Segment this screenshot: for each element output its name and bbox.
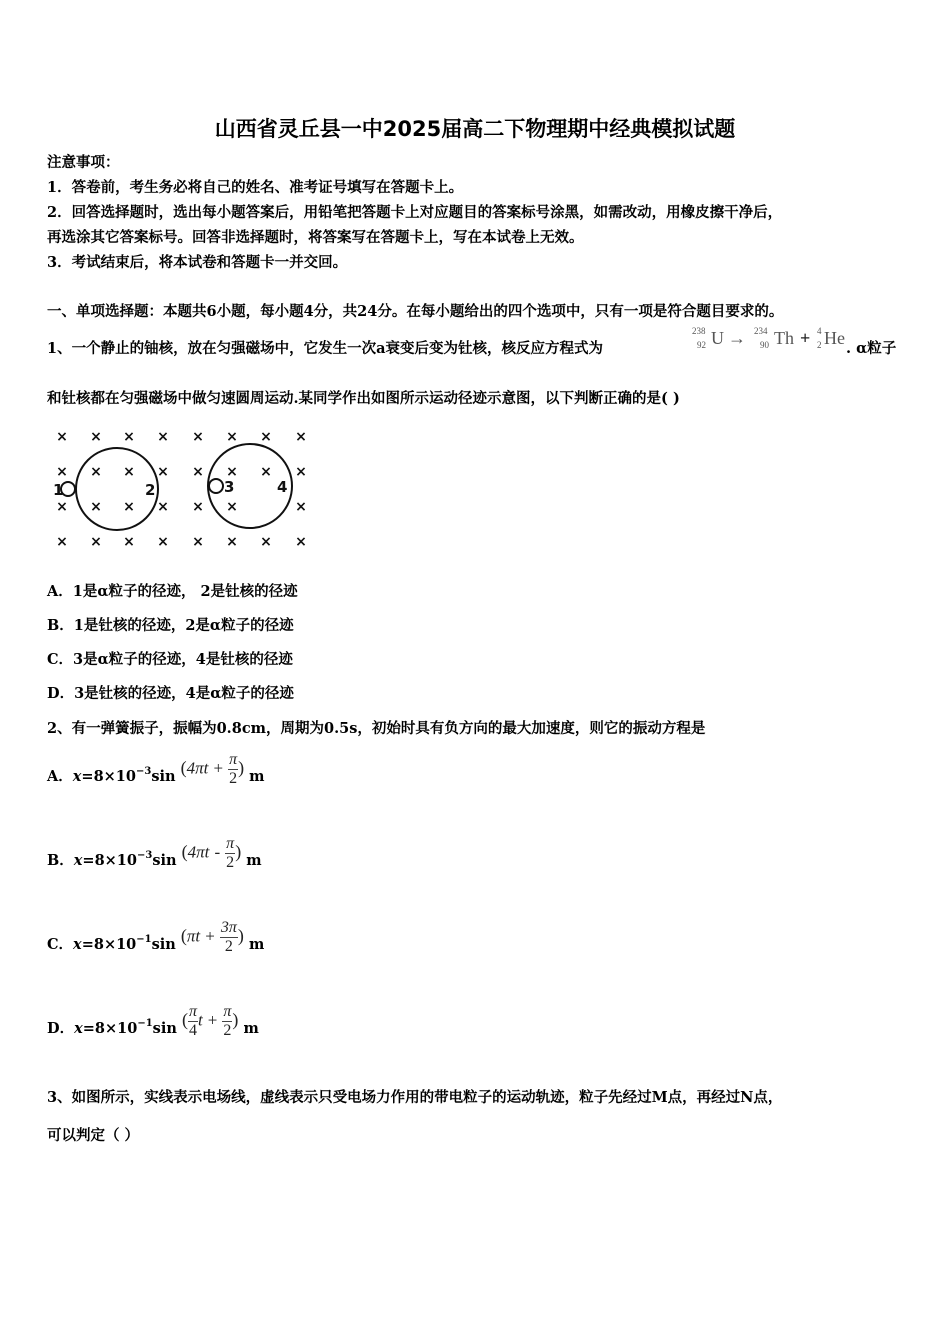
field-cross: × xyxy=(157,534,169,550)
field-cross: × xyxy=(192,464,204,480)
field-cross: × xyxy=(56,429,68,445)
field-cross: × xyxy=(260,429,272,445)
field-cross: × xyxy=(226,429,238,445)
q1-option-c: C．3是α粒子的径迹，4是钍核的径迹 xyxy=(47,651,293,668)
notice-item: 3．考试结束后，将本试卷和答题卡一并交回。 xyxy=(47,254,348,271)
th-symbol: Th xyxy=(774,328,794,348)
field-cross: × xyxy=(56,534,68,550)
q3-stem-line2: 可以判定（ ） xyxy=(47,1127,140,1144)
track-label-2: 2 xyxy=(145,481,156,499)
notice-heading: 注意事项： xyxy=(47,154,120,171)
th-atomic-number: 90 xyxy=(760,340,769,350)
field-cross: × xyxy=(157,429,169,445)
he-atomic-number: 2 xyxy=(817,340,822,350)
field-cross: × xyxy=(157,499,169,515)
u-symbol: U xyxy=(711,328,724,348)
q1-stem-line1: 1、一个静止的铀核，放在匀强磁场中，它发生一次a衰变后变为钍核，核反应方程式为 xyxy=(47,340,603,357)
field-cross: × xyxy=(260,534,272,550)
track-label-4: 4 xyxy=(277,478,288,496)
field-cross: × xyxy=(90,464,102,480)
page-title: 山西省灵丘县一中2025届高二下物理期中经典模拟试题 xyxy=(214,117,736,141)
field-cross: × xyxy=(56,499,68,515)
q2-option-b: B．$x=8\times 10^{-3}\sin$ (4πt - $\frac{\pi}{2}$ ) m xyxy=(47,834,262,871)
field-cross: × xyxy=(157,464,169,480)
q2-option-a: A．$x=8\times 10^{-3}\sin$ (4πt + $\frac{\pi}{2}$ ) m xyxy=(47,750,265,787)
track-circle-small-right xyxy=(209,479,223,493)
q3-stem-line1: 3、如图所示，实线表示电场线，虚线表示只受电场力作用的带电粒子的运动轨迹，粒子先经过M点，再经过N点， xyxy=(47,1089,783,1106)
field-cross: × xyxy=(295,429,307,445)
field-cross: × xyxy=(56,464,68,480)
field-cross: × xyxy=(226,499,238,515)
q1-stem-line2: 和钍核都在匀强磁场中做匀速圆周运动.某同学作出如图所示运动径迹示意图，以下判断正确的是( ) xyxy=(47,390,680,407)
track-label-1: 1 xyxy=(53,481,64,499)
plus-symbol: + xyxy=(800,328,811,348)
field-cross: × xyxy=(123,429,135,445)
q1-option-a: A．1是α粒子的径迹， 2是钍核的径迹 xyxy=(47,583,298,600)
notice-item: 1．答卷前，考生务必将自己的姓名、准考证号填写在答题卡上。 xyxy=(47,179,464,196)
field-cross: × xyxy=(192,499,204,515)
u-atomic-number: 92 xyxy=(697,340,706,350)
q2-stem: 2、有一弹簧振子，振幅为0.8cm，周期为0.5s，初始时具有负方向的最大加速度，则它的振动方程是 xyxy=(47,720,706,737)
field-cross: × xyxy=(90,499,102,515)
q2-option-c: C．$x=8\times 10^{-1}\sin$ (πt + $\frac{3\pi}{2}$ ) m xyxy=(47,918,265,955)
field-cross: × xyxy=(295,534,307,550)
notice-item: 2．回答选择题时，选出每小题答案后，用铅笔把答题卡上对应题目的答案标号涂黑，如需改动，用橡皮擦干净后， xyxy=(47,204,783,221)
section-heading: 一、单项选择题：本题共6小题，每小题4分，共24分。在每小题给出的四个选项中，只有一项是符合题目要求的。 xyxy=(47,303,784,320)
field-cross: × xyxy=(192,534,204,550)
th-mass-number: 234 xyxy=(754,326,768,336)
field-cross: × xyxy=(123,499,135,515)
q2-option-d: D．$x=8\times 10^{-1}\sin$ ( $\frac{\pi}{4}$ t + $\frac{\pi}{2}$ ) m xyxy=(47,1002,259,1039)
q1-option-d: D．3是钍核的径迹，4是α粒子的径迹 xyxy=(47,685,294,702)
field-cross: × xyxy=(90,429,102,445)
field-cross: × xyxy=(295,464,307,480)
field-cross: × xyxy=(260,464,272,480)
he-symbol: He xyxy=(824,328,845,348)
field-cross: × xyxy=(226,464,238,480)
arrow-symbol: → xyxy=(728,328,746,348)
notice-item: 再选涂其它答案标号。回答非选择题时，将答案写在答题卡上，写在本试卷上无效。 xyxy=(47,229,584,246)
q1-stem-tail: . α粒子 xyxy=(846,340,897,357)
q1-option-b: B．1是钍核的径迹，2是α粒子的径迹 xyxy=(47,617,294,634)
field-cross: × xyxy=(226,534,238,550)
field-cross: × xyxy=(123,534,135,550)
field-cross: × xyxy=(90,534,102,550)
field-cross: × xyxy=(123,464,135,480)
field-cross: × xyxy=(295,499,307,515)
track-figure xyxy=(45,422,315,552)
field-cross: × xyxy=(192,429,204,445)
he-mass-number: 4 xyxy=(817,326,822,336)
track-label-3: 3 xyxy=(224,478,235,496)
u-mass-number: 238 xyxy=(692,326,706,336)
